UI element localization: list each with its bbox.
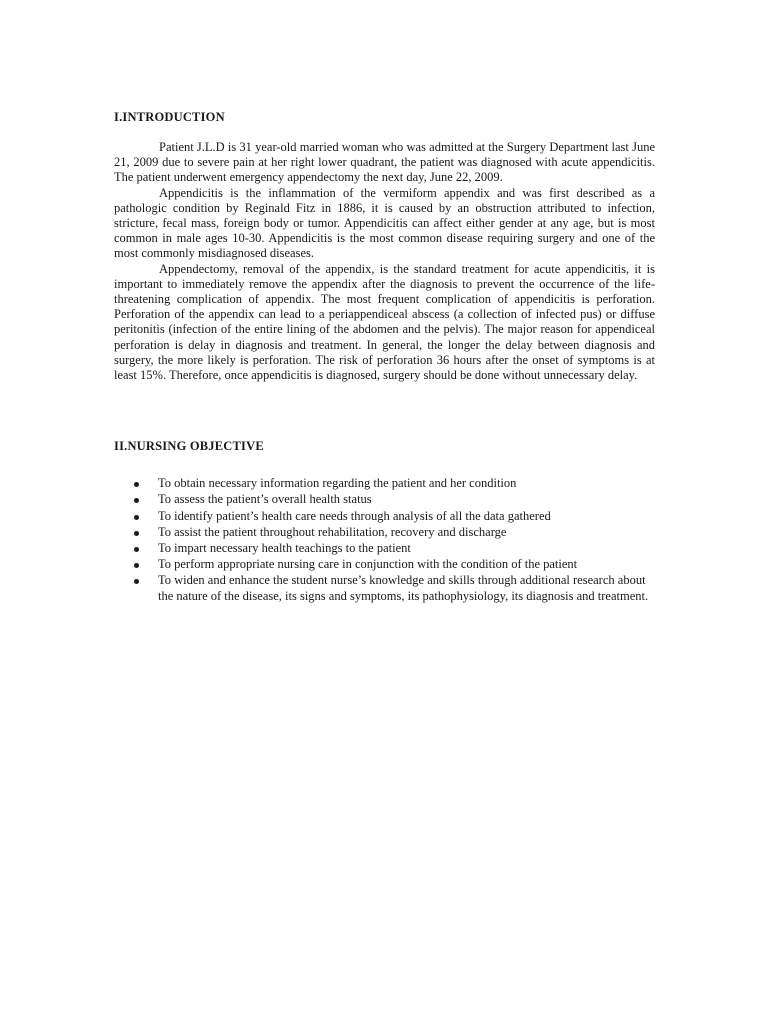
document-body: [114, 109, 655, 605]
list-item: [114, 476, 655, 492]
bullet-icon: [134, 531, 139, 536]
list-item-text: To impart necessary health teachings to the patient: [158, 541, 411, 555]
introduction-paragraph-3: Appendectomy, removal of the appendix, is the standard treatment for acute appendicitis, it is important to immediately remove the appendix after the diagnosis to prevent the occurrence of the life-threatening complication of appendix. The most frequent complication of appendicitis is perforation. Perforation of the appendix can lead to a periappendiceal abscess (a collection of infected pus) or diffuse peritonitis (infection of the entire lining of the abdomen and the pelvis). The major reason for appendiceal perforation is delay in diagnosis and treatment. In general, the longer the delay between diagnosis and surgery, the more likely is perforation. The risk of perforation 36 hours after the onset of symptoms is at least 15%. Therefore, once appendicitis is diagnosed, surgery should be done without unnecessary delay.: [114, 261, 655, 383]
nursing-objective-heading: II.NURSING OBJECTIVE: [114, 439, 264, 454]
introduction-paragraph-2: Appendicitis is the inflammation of the vermiform appendix and was first described as a pathologic condition by Reginald Fitz in 1886, it is caused by an obstruction attributed to infection, stricture, fecal mass, foreign body or tumor. Appendicitis can affect either gender at any age, but is most common in male ages 10-30. Appendicitis is the most common disease requiring surgery and one of the most commonly misdiagnosed diseases.: [114, 185, 655, 261]
introduction-paragraph-1: Patient J.L.D is 31 year-old married woman who was admitted at the Surgery Department last June 21, 2009 due to severe pain at her right lower quadrant, the patient was diagnosed with acute appendicitis. The patient underwent emergency appendectomy the next day, June 22, 2009.: [114, 140, 655, 185]
list-item: [114, 492, 655, 508]
bullet-icon: [134, 579, 139, 584]
objective-list: [114, 476, 655, 604]
list-item-text: To assist the patient throughout rehabilitation, recovery and discharge: [158, 524, 507, 539]
list-item-text: To identify patient’s health care needs through analysis of all the data gathered: [158, 508, 551, 523]
list-item-text: To perform appropriate nursing care in conjunction with the condition of the patient: [158, 557, 578, 572]
bullet-icon: [134, 563, 139, 568]
introduction-heading: I.INTRODUCTION: [114, 110, 225, 124]
list-item: [114, 573, 655, 604]
list-item: [114, 541, 655, 557]
bullet-icon: [134, 515, 139, 520]
list-item-text: To widen and enhance the student nurse’s knowledge and skills through additional research about the nature of the disease, its signs and symptoms, its pathophysiology, its diagnosis and treatment.: [158, 573, 649, 603]
bullet-icon: [134, 498, 139, 503]
list-item: [114, 525, 655, 541]
list-item-text: To obtain necessary information regarding the patient and her condition: [158, 476, 517, 491]
list-item: [114, 509, 655, 525]
list-item: [114, 557, 655, 573]
list-item-text: To assess the patient’s overall health status: [158, 492, 372, 507]
bullet-icon: [134, 547, 139, 552]
bullet-icon: [134, 482, 139, 487]
